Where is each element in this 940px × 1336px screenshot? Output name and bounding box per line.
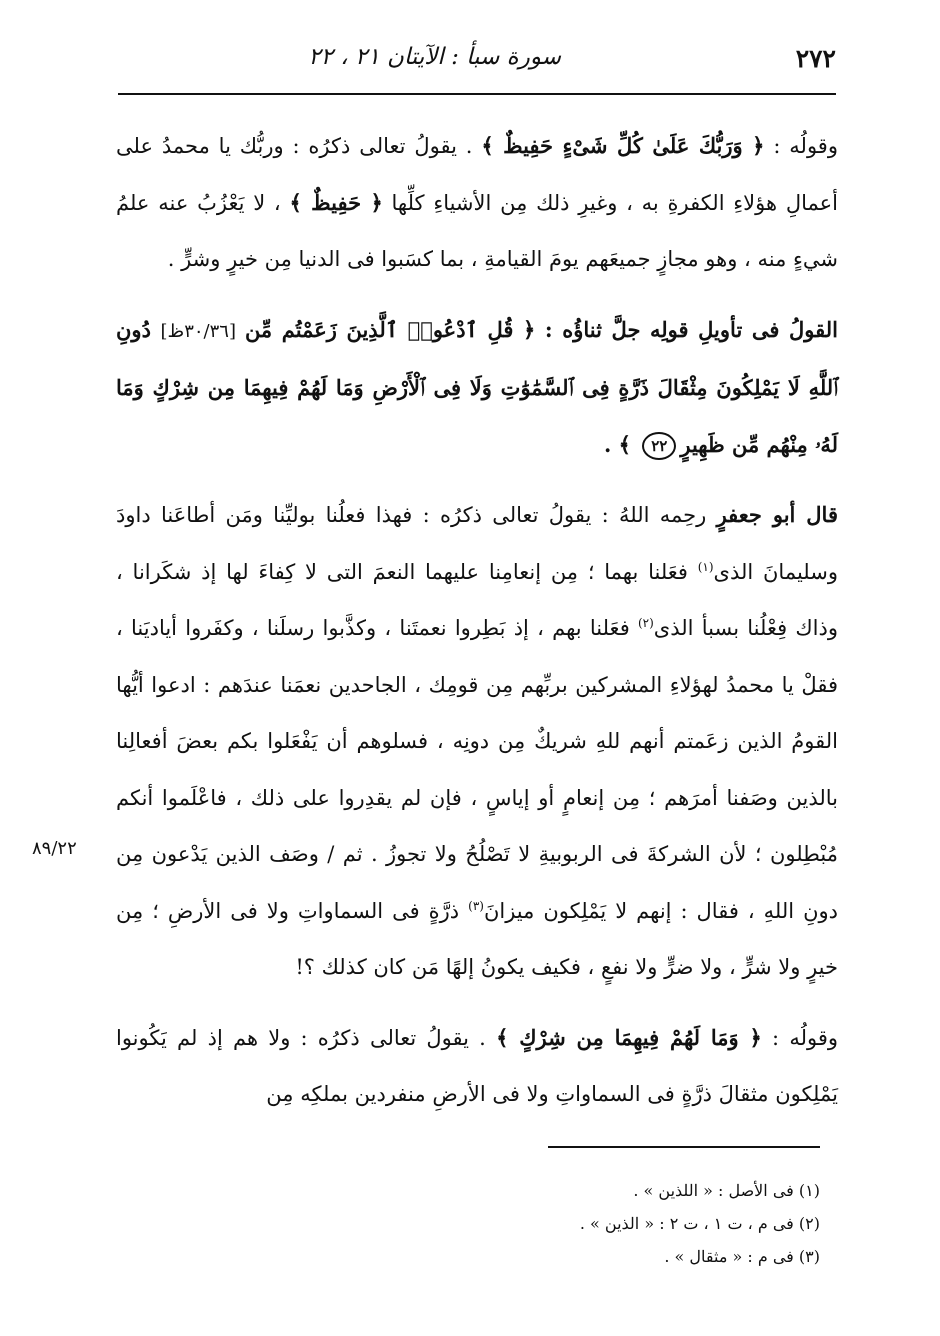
- p2-verse-cont: دُونِ ٱللَّهِ لَا يَمْلِكُونَ مِثْقَالَ ذَرَّةٍ فِى ٱلسَّمَٰوَٰتِ وَلَا فِى ٱلْأَرْضِ وَمَا لَهُمْ فِيهِمَا مِن شِرْكٍ وَمَا لَهُۥ مِنْهُم مِّن ظَهِيرٍ: [116, 316, 838, 457]
- p1-text1: . يقولُ تعالى ذكرُه : وربُّك يا محمدُ على أعمالِ هؤلاءِ الكفرةِ به ، وغيرِ ذلك مِن الأشياءِ كلِّها: [116, 134, 838, 215]
- p2-verse: ﴿ قُلِ ٱدْعُوا۟ ٱلَّذِينَ زَعَمْتُم مِّن: [244, 316, 536, 342]
- running-header: [118, 38, 836, 82]
- p4-intro: وقولُه :: [761, 1025, 838, 1050]
- paragraph-2: [116, 302, 838, 474]
- p3-text2: فعَلنا بهما ؛ مِن إنعامِنا عليهما النعمَ التى لا كِفاءَ لها إذ شكَرانا ، وذاك فِعْلُنا بسبأ الذى: [116, 559, 838, 640]
- footnote-ref-1[interactable]: (١): [697, 559, 714, 574]
- p3-text1: رحِمه اللهُ : يقولُ تعالى ذكرُه : فهذا فعلُنا بوليِّنا ومَن أطاعَنا داودَ وسليمانَ الذى: [116, 503, 838, 584]
- paragraph-3: [116, 487, 838, 996]
- p1-text2: ، لا يَعْزُبُ عنه علمُ شيءٍ منه ، وهو مجازٍ جميعَهم يومَ القيامةِ ، بما كسَبوا فى الدنيا مِن خيرٍ وشرٍّ .: [116, 190, 838, 271]
- main-text: [116, 118, 838, 1123]
- header-title: سورة سبأ : الآيتان ٢١ ، ٢٢: [308, 44, 561, 70]
- ayah-number-marker: ٢٢: [642, 432, 676, 460]
- footnote-ref-3[interactable]: (٣): [468, 898, 484, 913]
- manuscript-ref: [٣٠/٣٦ظ]: [160, 320, 236, 342]
- page-number: ٢٧٢: [795, 44, 836, 73]
- header-rule: [118, 93, 836, 95]
- footnotes: [400, 1174, 820, 1273]
- footnote-1: (١) فى الأصل : « اللذين » .: [633, 1181, 820, 1200]
- paragraph-1: [116, 118, 838, 288]
- p3-author: قال أبو جعفرٍ: [716, 502, 838, 527]
- p3-text3: فعَلنا بهم ، إذ بَطِروا نعمتَنا ، وكذَّبوا رسلَنا ، وكفَروا أياديَنا ، فقلْ يا محمدُ لهؤلاءِ المشركين بربِّهم مِن قومِك ، الجاحدين نعمَنا عندَهم : ادعوا أيُّها القومُ الذين زعَمتم أنهم للهِ شريكٌ مِن دونِه ، فسلوهم أن يَفْعَلوا بكم بعضَ أفعالِنا بالذين وصَفنا أمرَهم ؛ مِن إنعامٍ أو إياسٍ ، فإن لم يقدِروا على ذلك ، فاعْلَموا أنكم مُبْطِلون ؛ لأن الشركةَ فى الربوبيةِ لا تَصْلُحُ ولا تجوزُ . ثم / وصَف الذين يَدْعون مِن دونِ اللهِ ، فقال : إنهم لا يَمْلِكون ميزانَ: [116, 616, 838, 923]
- margin-reference: ٨٩/٢٢: [32, 838, 77, 859]
- footnote-ref-2[interactable]: (٢): [637, 616, 654, 630]
- footnote-2: (٢) فى م ، ت ١ ، ت ٢ : « الذين » .: [579, 1214, 820, 1233]
- p2-heading: القولُ فى تأويلِ قولِه جلَّ ثناؤُه :: [535, 316, 838, 342]
- p1-verse: ﴿ وَرَبُّكَ عَلَىٰ كُلِّ شَىْءٍ حَفِيظٌ ﴾: [481, 133, 765, 158]
- p4-text: . يقولُ تعالى ذكرُه : ولا هم إذ لم يَكُونوا يَمْلِكون مثقالَ ذرَّةٍ فى السماواتِ ولا فى الأرضِ منفردين بملكِه مِن: [116, 1025, 838, 1106]
- p1-verse2: ﴿ حَفِيظٌ ﴾: [289, 189, 383, 215]
- p4-verse: ﴿ وَمَا لَهُمْ فِيهِمَا مِن شِرْكٍ ﴾: [496, 1024, 762, 1050]
- footnote-3: (٣) فى م : « مثقال » .: [664, 1247, 820, 1266]
- p3-text4: ذرَّةٍ فى السماواتِ ولا فى الأرضِ ؛ مِن خيرٍ ولا شرٍّ ، ولا ضرٍّ ولا نفعٍ ، فكيف يكونُ إلهًا مَن كان كذلك ؟!: [116, 898, 838, 979]
- footnote-rule: [548, 1146, 820, 1148]
- p2-end: ﴾ .: [603, 431, 639, 457]
- paragraph-4: [116, 1010, 838, 1123]
- p1-intro: وقولُه :: [764, 134, 838, 158]
